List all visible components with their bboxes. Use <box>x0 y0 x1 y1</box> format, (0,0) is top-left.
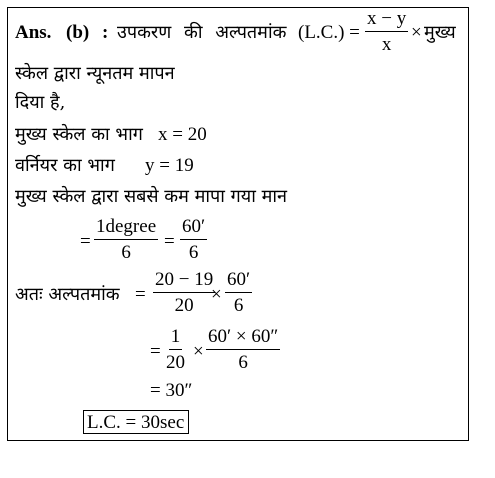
step2-equals: = <box>135 284 146 305</box>
formula-denominator: x <box>381 34 392 55</box>
step3-times: × <box>193 341 204 362</box>
step4-text: = 30″ <box>150 380 193 401</box>
step3-equals: = <box>150 341 161 362</box>
step3-denominator: 20 <box>166 352 185 373</box>
answer-colon: : <box>102 22 109 43</box>
step2-numerator-2: 60′ <box>225 270 252 293</box>
line2-text: स्केल द्वारा न्यूनतम मापन <box>15 63 175 84</box>
step2-fraction <box>153 270 215 316</box>
step3-denominator-2: 6 <box>238 352 248 373</box>
vernier-value: y = 19 <box>145 155 194 176</box>
formula-numerator: x − y <box>365 9 408 32</box>
lc-abbrev: (L.C.) = <box>298 22 360 43</box>
step2-label: अतः अल्पतमांक <box>15 284 120 305</box>
formula-fraction <box>365 9 408 55</box>
given-heading: दिया है, <box>15 92 66 113</box>
step1-fraction-2 <box>180 217 207 263</box>
step3-fraction <box>166 327 185 373</box>
step1-equals-2: = <box>164 231 175 252</box>
result-text: L.C. = 30sec <box>87 412 185 433</box>
step1-denominator-2: 6 <box>188 242 199 263</box>
step2-numerator: 20 − 19 <box>153 270 215 293</box>
intro-text: उपकरण की अल्पतमांक <box>117 22 287 43</box>
least-measure-text: मुख्य स्केल द्वारा सबसे कम मापा गया मान <box>15 186 288 207</box>
answer-option: (b) <box>66 22 90 43</box>
step1-numerator-2: 60′ <box>180 217 207 240</box>
answer-label: Ans. <box>15 22 52 43</box>
main-scale-value: x = 20 <box>158 124 207 145</box>
formula-tail: मुख्य <box>424 22 456 43</box>
step2-fraction-2 <box>225 270 252 316</box>
step3-fraction-2 <box>206 327 280 373</box>
step1-denominator: 6 <box>121 242 131 263</box>
step2-times: × <box>211 284 222 305</box>
vernier-text: वर्नियर का भाग <box>15 155 115 176</box>
step2-denominator-2: 6 <box>233 295 244 316</box>
step2-denominator: 20 <box>174 295 194 316</box>
step1-numerator: 1degree <box>94 217 158 240</box>
step3-numerator-2: 60′ × 60″ <box>206 327 280 350</box>
step3-numerator: 1 <box>169 327 183 350</box>
main-scale-text: मुख्य स्केल का भाग <box>15 124 143 145</box>
step1-equals: = <box>80 231 91 252</box>
formula-times: × <box>411 22 422 43</box>
step1-fraction <box>94 217 158 263</box>
